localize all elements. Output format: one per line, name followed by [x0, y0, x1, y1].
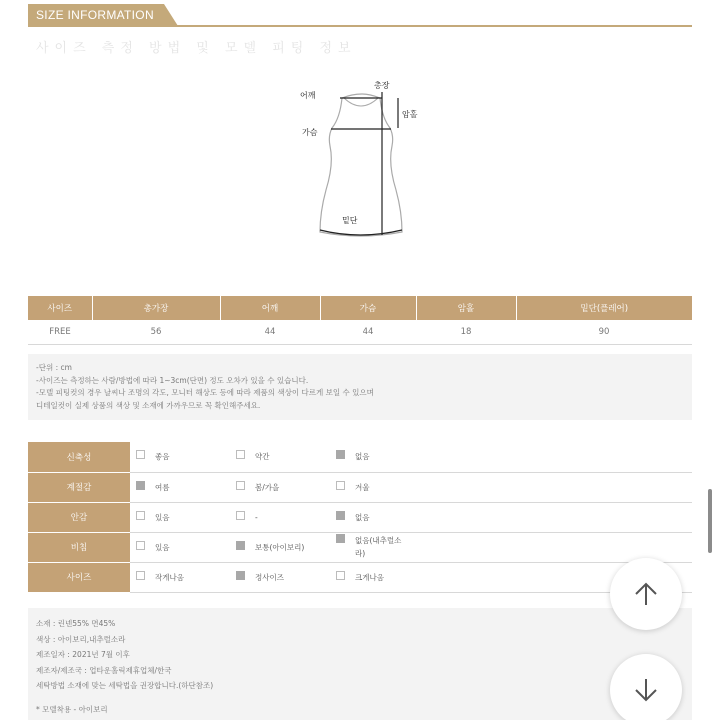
checkbox [336, 511, 345, 520]
option-cell [130, 442, 230, 472]
section-header [28, 4, 178, 26]
attribute-table [28, 442, 692, 593]
info-line: 색상 : 아이보리,내추럴소라 [36, 634, 126, 644]
option [130, 571, 230, 584]
label-length: 총장 [374, 81, 390, 90]
option-cell [230, 442, 330, 472]
table-cell: 56 [92, 320, 220, 344]
option-label: 여름 [155, 482, 170, 492]
checkbox [136, 450, 145, 459]
info-line [36, 694, 684, 702]
arrow-up-icon [633, 581, 659, 607]
info-line: 소재 : 린넨55% 면45% [36, 619, 116, 628]
option-label: 좋음 [155, 452, 170, 462]
attribute-row-season [28, 472, 692, 502]
checkbox [336, 534, 345, 543]
option [130, 450, 230, 463]
option-label: 겨울 [355, 482, 370, 492]
checkbox [336, 450, 345, 459]
column-header: 사이즈 [28, 296, 92, 320]
option [330, 450, 692, 463]
column-header: 암홀 [416, 296, 516, 320]
option-label: 없음 [355, 512, 370, 522]
option-label: 없음 [355, 452, 370, 462]
row-header: 안감 [28, 502, 130, 532]
option [330, 534, 692, 560]
label-armhole: 암홀 [402, 110, 418, 119]
attribute-row-sheerness [28, 532, 692, 562]
scroll-up-button[interactable] [610, 558, 682, 630]
table-cell: 90 [516, 320, 692, 344]
checkbox [336, 571, 345, 580]
option-label: 보통(아이보리) [255, 542, 305, 552]
column-header: 밑단(플레어) [516, 296, 692, 320]
garment-diagram [290, 72, 440, 252]
option-cell [230, 562, 330, 592]
row-header: 신축성 [28, 442, 130, 472]
option-label: - [255, 512, 258, 522]
option-cell [130, 502, 230, 532]
row-header: 사이즈 [28, 562, 130, 592]
option-cell [330, 472, 692, 502]
note-line: -단위 : cm [36, 363, 72, 372]
option [230, 541, 330, 554]
row-header: 비침 [28, 532, 130, 562]
info-line: 제조일자 : 2021년 7월 이후 [36, 650, 130, 659]
option [330, 481, 692, 494]
row-header: 계절감 [28, 472, 130, 502]
table-cell: 44 [320, 320, 416, 344]
option-cell [330, 532, 692, 562]
checkbox [236, 481, 245, 490]
option-label: 있음 [155, 512, 170, 522]
checkbox [136, 481, 145, 490]
size-notes [28, 354, 692, 420]
option-label: 있음 [155, 542, 170, 552]
scroll-down-button[interactable] [610, 654, 682, 720]
section-title: SIZE INFORMATION [36, 8, 154, 22]
option-cell [230, 502, 330, 532]
label-hem: 밑단 [342, 216, 358, 225]
option [130, 541, 230, 554]
table-cell: FREE [28, 320, 92, 344]
arrow-down-icon [633, 677, 659, 703]
option-cell [330, 442, 692, 472]
note-line: -사이즈는 측정하는 사람/방법에 따라 1~3cm(단면) 정도 오차가 있을 수 있습니다. [36, 375, 309, 385]
checkbox [236, 450, 245, 459]
option-cell [130, 532, 230, 562]
size-table [28, 296, 692, 345]
checkbox [236, 541, 245, 550]
checkbox [136, 541, 145, 550]
label-shoulder: 어깨 [300, 91, 316, 100]
option [130, 511, 230, 524]
checkbox [336, 481, 345, 490]
info-line: 제조자/제조국 : 업타운홀릭제휴업체/한국 [36, 665, 172, 675]
option-label: 없음(내추럴소라) [355, 536, 402, 558]
column-header: 가슴 [320, 296, 416, 320]
faint-caption: 사이즈 측정 방법 및 모델 피팅 정보 [36, 41, 357, 55]
size-table-header [28, 296, 692, 320]
option-label: 크게나옴 [355, 572, 384, 582]
checkbox [236, 511, 245, 520]
column-header: 어깨 [220, 296, 320, 320]
option-label: 약간 [255, 452, 270, 462]
checkbox [136, 511, 145, 520]
option-cell [130, 562, 230, 592]
option [230, 511, 330, 524]
option-label: 작게나옴 [155, 572, 184, 582]
checkbox [136, 571, 145, 580]
attribute-row-fit [28, 562, 692, 592]
attribute-row-lining [28, 502, 692, 532]
product-info [28, 608, 692, 720]
checkbox [236, 571, 245, 580]
note-line: -모델 피팅컷의 경우 날씨나 조명의 각도, 모니터 해상도 등에 따라 제품의 색상이 다르게 보일 수 있으며 [36, 388, 374, 397]
option-label: 정사이즈 [255, 572, 284, 582]
table-cell: 44 [220, 320, 320, 344]
option [230, 571, 330, 584]
option [230, 481, 330, 494]
option-cell [230, 472, 330, 502]
info-line: * 모델착용 - 아이보리 [36, 704, 108, 714]
option [230, 450, 330, 463]
scrollbar-thumb[interactable] [708, 489, 712, 553]
attribute-row-stretch [28, 442, 692, 472]
option-cell [230, 532, 330, 562]
header-divider [28, 25, 692, 27]
option-cell [330, 502, 692, 532]
option-label: 봄/가을 [255, 482, 280, 492]
label-chest: 가슴 [302, 128, 318, 137]
info-line: 세탁방법 소재에 맞는 세탁법을 권장합니다.(하단참조) [36, 681, 214, 690]
option [130, 481, 230, 494]
column-header: 총가장 [92, 296, 220, 320]
table-row [28, 320, 692, 344]
note-line: 디테일컷이 실제 상품의 색상 및 소재에 가까우므로 꼭 확인해주세요. [36, 400, 261, 410]
table-cell: 18 [416, 320, 516, 344]
option-cell [130, 472, 230, 502]
option [330, 511, 692, 524]
